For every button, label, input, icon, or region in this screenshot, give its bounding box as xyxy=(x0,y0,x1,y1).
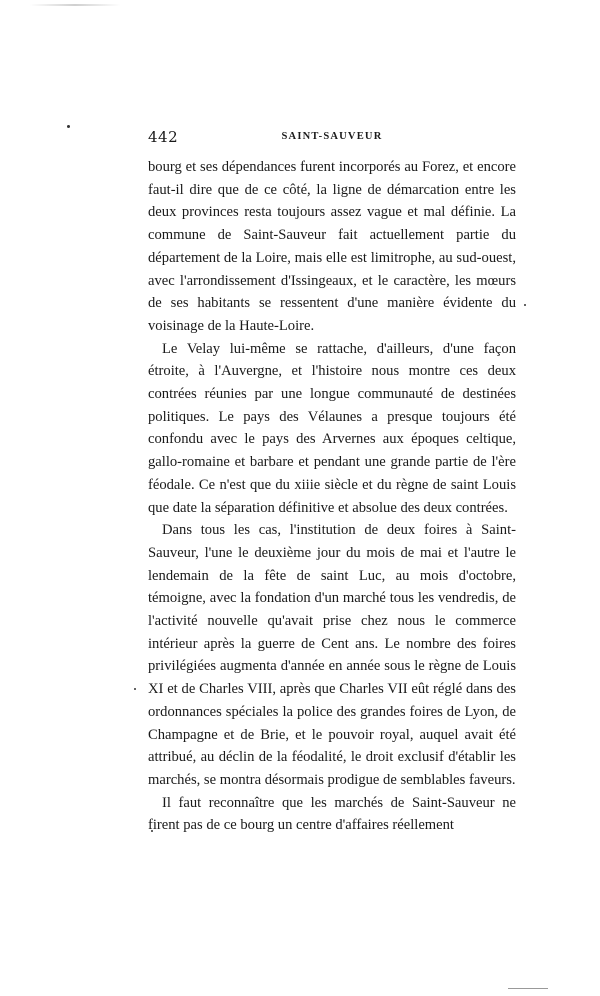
margin-dot xyxy=(524,304,526,306)
scan-mark xyxy=(508,988,548,992)
margin-dot xyxy=(134,688,136,690)
running-head: SAINT-SAUVEUR xyxy=(281,131,383,142)
margin-dot xyxy=(67,125,70,128)
body-text xyxy=(148,156,516,837)
paragraph: Le Velay lui-même se rattache, d'ailleurs, d'une façon étroite, à l'Auvergne, et l'histoire nous montre ces deux contrées réunies par une longue communauté de destinées politiques. Le pays des Vélaunes a presque toujours été confondu avec le pays des Arvernes aux époques celtique, gallo-romaine et barbare et pendant une grande partie de l'ère féodale. Ce n'est que du xiiie siècle et du règne de saint Louis que date la séparation définitive et absolue des deux contrées. xyxy=(148,340,516,516)
paragraph: Il faut reconnaître que les marchés de Saint-Sauveur ne firent pas de ce bourg un centre d'affaires réellement xyxy=(148,794,516,834)
page-header xyxy=(148,128,516,150)
scan-smudge xyxy=(30,4,120,6)
page-number: 442 xyxy=(148,128,179,146)
paragraph: bourg et ses dépendances furent incorporés au Forez, et encore faut-il dire que de ce côté, la ligne de démarcation entre les deux provinces resta toujours assez vague et mal définie. La commune de Saint-Sauveur fait actuellement partie du département de la Loire, mais elle est limitrophe, au sud-ouest, avec l'arrondissement d'Issingeaux, et le caractère, les mœurs de ses habitants se ressentent d'une manière évidente du voisinage de la Haute-Loire. xyxy=(148,159,516,334)
paragraph: Dans tous les cas, l'institution de deux foires à Saint-Sauveur, l'une le deuxième jour du mois de mai et l'autre le lendemain de la fête de saint Luc, au mois d'octobre, témoigne, avec la fondation d'un marché tous les vendredis, de l'activité nouvelle qu'avait prise chez nous le commerce intérieur après la guerre de Cent ans. Le nombre des foires privilégiées augmenta d'année en année sous le règne de Louis XI et de Charles VIII, après que Charles VII eût réglé dans des ordonnances spéciales la police des grandes foires de Lyon, de Champagne et de Brie, et le pouvoir royal, auquel avait été attribué, au déclin de la féodalité, le droit exclusif d'établir les marchés, se montra désormais prodigue de semblables faveurs. xyxy=(148,522,516,788)
